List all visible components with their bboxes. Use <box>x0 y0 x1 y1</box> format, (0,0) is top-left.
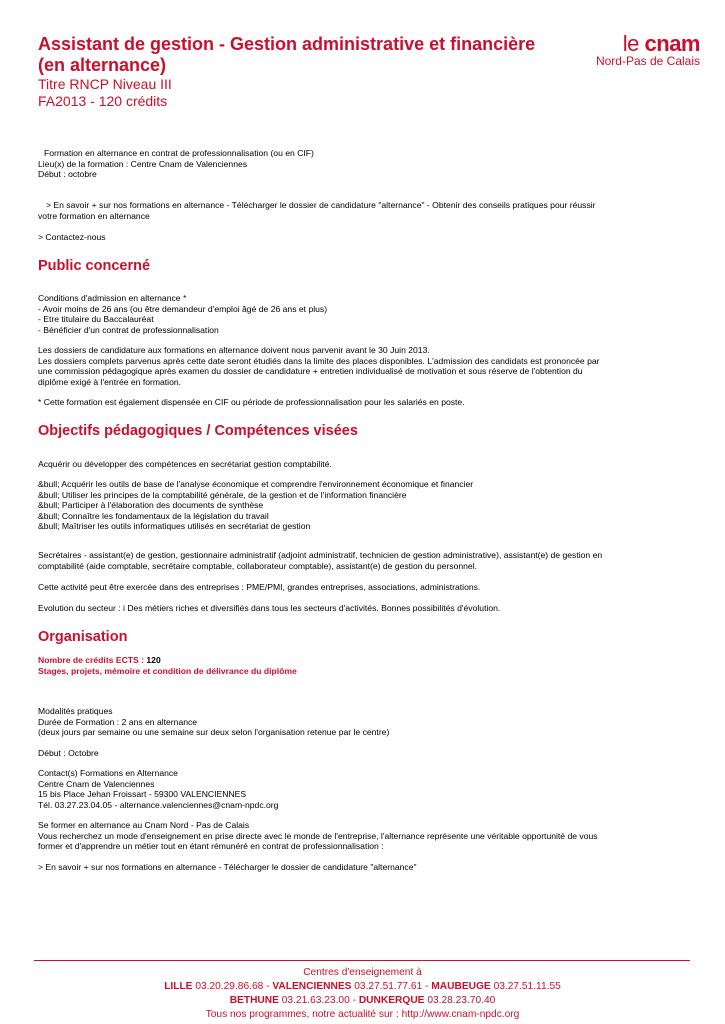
footer-centres-title: Centres d'enseignement à <box>303 967 422 978</box>
list-item: &bull; Connaître les fondamentaux de la législation du travail <box>38 510 269 521</box>
evolution-text: Evolution du secteur : i Des métiers riches et diversifiés dans tous les secteurs d'activités. Bonnes possibilités d'évolution. <box>38 603 501 613</box>
footer-website[interactable]: Tous nos programmes, notre actualité sur : http://www.cnam-npdc.org <box>205 1009 520 1020</box>
cif-note-text: * Cette formation est également dispensée en CIF ou période de professionnalisation pour les salariés en poste. <box>38 397 465 407</box>
credits-code: FA2013 - 120 crédits <box>38 93 168 109</box>
activite-text: Cette activité peut être exercée dans des entreprises : PME/PMI, grandes entreprises, associations, administrations. <box>38 582 481 592</box>
dossier-info <box>38 345 688 387</box>
logo-region: Nord-Pas de Calais <box>595 54 700 68</box>
page-subtitle <box>38 76 172 110</box>
contact-block <box>38 768 688 810</box>
cnam-logo <box>586 31 700 68</box>
page-title: Assistant de gestion - Gestion administrative et financière (en alternance) <box>38 34 536 75</box>
city-lille: LILLE <box>164 981 193 992</box>
objectifs-list <box>38 479 688 532</box>
footer-centres-line-1 <box>0 980 725 994</box>
objectifs-intro <box>38 459 688 470</box>
footer <box>0 966 725 1022</box>
section-public-heading: Public concerné <box>38 258 151 274</box>
ects-value: 120 <box>146 655 161 665</box>
contact-link[interactable] <box>38 232 688 243</box>
contact-centre: Centre Cnam de Valenciennes <box>38 778 155 789</box>
list-item: &bull; Utiliser les principes de la comptabilité générale, de la gestion et de l'information financière <box>38 489 407 500</box>
cond-bac: - Etre titulaire du Baccalauréat <box>38 314 154 324</box>
cond-age: - Avoir moins de 26 ans (ou être demandeur d'emploi âgé de 26 ans et plus) <box>38 303 328 314</box>
modalites <box>38 706 688 738</box>
former-line-3: former et d'apprendre un métier tout en étant rémunéré en contrat de professionnalisation : <box>38 841 384 851</box>
ects-block <box>38 655 688 676</box>
city-bethune: BETHUNE <box>229 995 279 1006</box>
info-link-block[interactable] <box>38 200 688 221</box>
cond-contrat: - Bénéficier d'un contrat de professionnalisation <box>38 324 219 335</box>
city-dunkerque: DUNKERQUE <box>358 995 425 1006</box>
metiers-line-2: comptabilité (aide comptable, secrétaire comptable, collaborateur comptable), assistant(e) de gestion du personnel. <box>38 560 477 571</box>
former-title: Se former en alternance au Cnam Nord - Pas de Calais <box>38 820 250 830</box>
rncp-level: Titre RNCP Niveau III <box>38 76 172 92</box>
debut-octobre <box>38 748 688 759</box>
debut-text: Début : Octobre <box>38 748 99 758</box>
info-link-line-2[interactable]: votre formation en alternance <box>38 210 150 221</box>
cond-title: Conditions d'admission en alternance * <box>38 293 187 303</box>
contact-link-text[interactable]: > Contactez-nous <box>38 232 106 242</box>
dossier-line-4: diplôme exigé à l'entrée en formation. <box>38 376 182 387</box>
list-item: &bull; Maîtriser les outils informatiques utilisés en secrétariat de gestion <box>38 521 311 531</box>
list-item: &bull; Participer à l'élaboration des documents de synthèse <box>38 500 264 510</box>
metiers <box>38 550 688 571</box>
tel-bethune: 03.21.63.23.00 - <box>278 995 359 1006</box>
intro-debut: Début : octobre <box>38 169 97 179</box>
metiers-line-1: Secrétaires - assistant(e) de gestion, gestionnaire administratif (adjoint administratif, technicien de gestion administrative), assistant(e) de gestion en <box>38 550 603 560</box>
activite <box>38 582 688 593</box>
stages-heading: Stages, projets, mémoire et condition de délivrance du diplôme <box>38 665 297 676</box>
footer-centres-line-2 <box>0 994 725 1008</box>
dossier-line-1: Les dossiers de candidature aux formations en alternance doivent nous parvenir avant le 30 Juin 2013. <box>38 345 430 355</box>
modalites-rythme: (deux jours par semaine ou une semaine sur deux selon l'organisation retenue par le centre) <box>38 727 390 737</box>
logo-le: le <box>622 31 645 56</box>
logo-cnam: cnam <box>644 31 700 56</box>
list-item: &bull; Acquérir les outils de base de l'analyse économique et comprendre l'environnement économique et financier <box>38 479 474 489</box>
contact-phone-email[interactable]: Tél. 03.27.23.04.05 - alternance.valenciennes@cnam-npdc.org <box>38 799 279 810</box>
city-valenciennes: VALENCIENNES <box>272 981 352 992</box>
footer-divider <box>34 960 690 961</box>
se-former-block <box>38 820 688 852</box>
section-objectifs-heading: Objectifs pédagogiques / Compétences visées <box>38 423 358 439</box>
contact-title: Contact(s) Formations en Alternance <box>38 768 178 778</box>
tel-lille: 03.20.29.86.68 - <box>192 981 273 992</box>
modalites-duree: Durée de Formation : 2 ans en alternance <box>38 716 198 727</box>
tel-dunkerque: 03.28.23.70.40 <box>424 995 496 1006</box>
former-link-text[interactable]: > En savoir + sur nos formations en alternance - Télécharger le dossier de candidature "alternance" <box>38 862 417 872</box>
city-maubeuge: MAUBEUGE <box>431 981 491 992</box>
former-link[interactable] <box>38 862 688 873</box>
section-organisation-heading: Organisation <box>38 629 128 645</box>
dossier-line-2: Les dossiers complets parvenus après cette date seront étudiés dans la limite des places disponibles. L'admission des candidats est prononcée par <box>38 355 600 366</box>
contact-address: 15 bis Place Jehan Froissart - 59300 VALENCIENNES <box>38 789 247 799</box>
former-line-2: Vous recherchez un mode d'enseignement en prise directe avec le monde de l'entreprise, l'alternance représente une véritable opportunité de vous <box>38 830 598 841</box>
cif-note <box>38 397 688 408</box>
modalites-title: Modalités pratiques <box>38 706 113 716</box>
intro-lieu: Lieu(x) de la formation : Centre Cnam de Valenciennes <box>38 158 248 169</box>
admission-conditions <box>38 293 688 335</box>
intro-block <box>38 148 688 180</box>
objectifs-intro-text: Acquérir ou développer des compétences en secrétariat gestion comptabilité. <box>38 459 332 469</box>
dossier-line-3: une commission pédagogique après examen du dossier de candidature + entretien individualisé de motivation et sous réserve de l'obtention du <box>38 366 583 376</box>
evolution <box>38 603 688 614</box>
info-link-line-1[interactable]: > En savoir + sur nos formations en alternance - Télécharger le dossier de candidature "alternance" - Obtenir des conseils pratiques pour réussir <box>46 200 596 210</box>
intro-format: Formation en alternance en contrat de professionnalisation (ou en CIF) <box>44 148 314 158</box>
ects-label: Nombre de crédits ECTS : <box>38 655 147 665</box>
tel-valenciennes: 03.27.51.77.61 - <box>351 981 432 992</box>
tel-maubeuge: 03.27.51.11.55 <box>490 981 561 992</box>
